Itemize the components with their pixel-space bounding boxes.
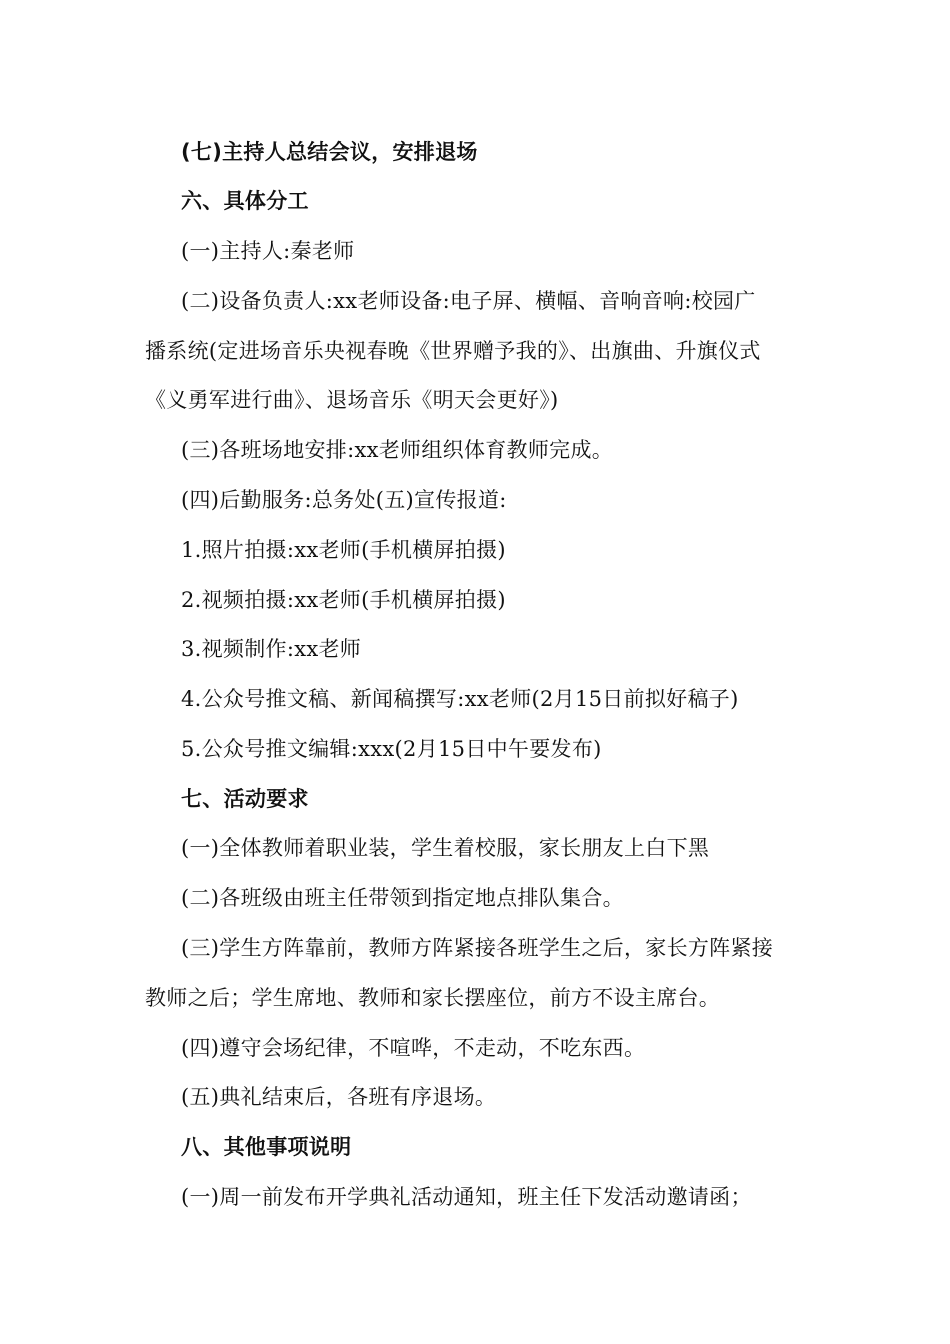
exit-line: (五)典礼结束后，各班有序退场。 [181, 1085, 497, 1109]
section-6-heading: 六、具体分工 [181, 189, 309, 213]
notice-line: (一)周一前发布开学典礼活动通知，班主任下发活动邀请函； [181, 1185, 752, 1209]
assembly-line: (二)各班级由班主任带领到指定地点排队集合。 [181, 886, 624, 910]
dress-code-line: (一)全体教师着职业装，学生着校服，家长朋友上白下黑 [181, 836, 710, 860]
video-shoot-line: 2.视频拍摄:xx老师(手机横屏拍摄) [181, 588, 506, 612]
section-8-heading: 八、其他事项说明 [181, 1135, 352, 1159]
section-7-heading: 七、活动要求 [181, 787, 309, 811]
formation-line-1: (三)学生方阵靠前，教师方阵紧接各班学生之后，家长方阵紧接 [181, 936, 774, 960]
equipment-line-3: 《义勇军进行曲》、退场音乐《明天会更好》) [145, 388, 559, 412]
formation-line-2: 教师之后；学生席地、教师和家长摆座位，前方不设主席台。 [145, 986, 721, 1010]
publish-line: 5.公众号推文编辑:xxx(2月15日中午要发布) [181, 737, 602, 761]
host-line: (一)主持人:秦老师 [181, 239, 355, 263]
logistics-line: (四)后勤服务:总务处(五)宣传报道: [181, 488, 507, 512]
equipment-line-2: 播系统(定进场音乐央视春晚《世界赠予我的》、出旗曲、升旗仪式 [145, 339, 761, 363]
discipline-line: (四)遵守会场纪律，不喧哗，不走动，不吃东西。 [181, 1036, 646, 1060]
photo-line: 1.照片拍摄:xx老师(手机横屏拍摄) [181, 538, 506, 562]
item-7-summary: (七)主持人总结会议，安排退场 [181, 140, 478, 164]
equipment-line-1: (二)设备负责人:xx老师设备:电子屏、横幅、音响音响:校园广 [181, 289, 756, 313]
venue-line: (三)各班场地安排:xx老师组织体育教师完成。 [181, 438, 614, 462]
video-edit-line: 3.视频制作:xx老师 [181, 637, 362, 661]
article-line: 4.公众号推文稿、新闻稿撰写:xx老师(2月15日前拟好稿子) [181, 687, 739, 711]
